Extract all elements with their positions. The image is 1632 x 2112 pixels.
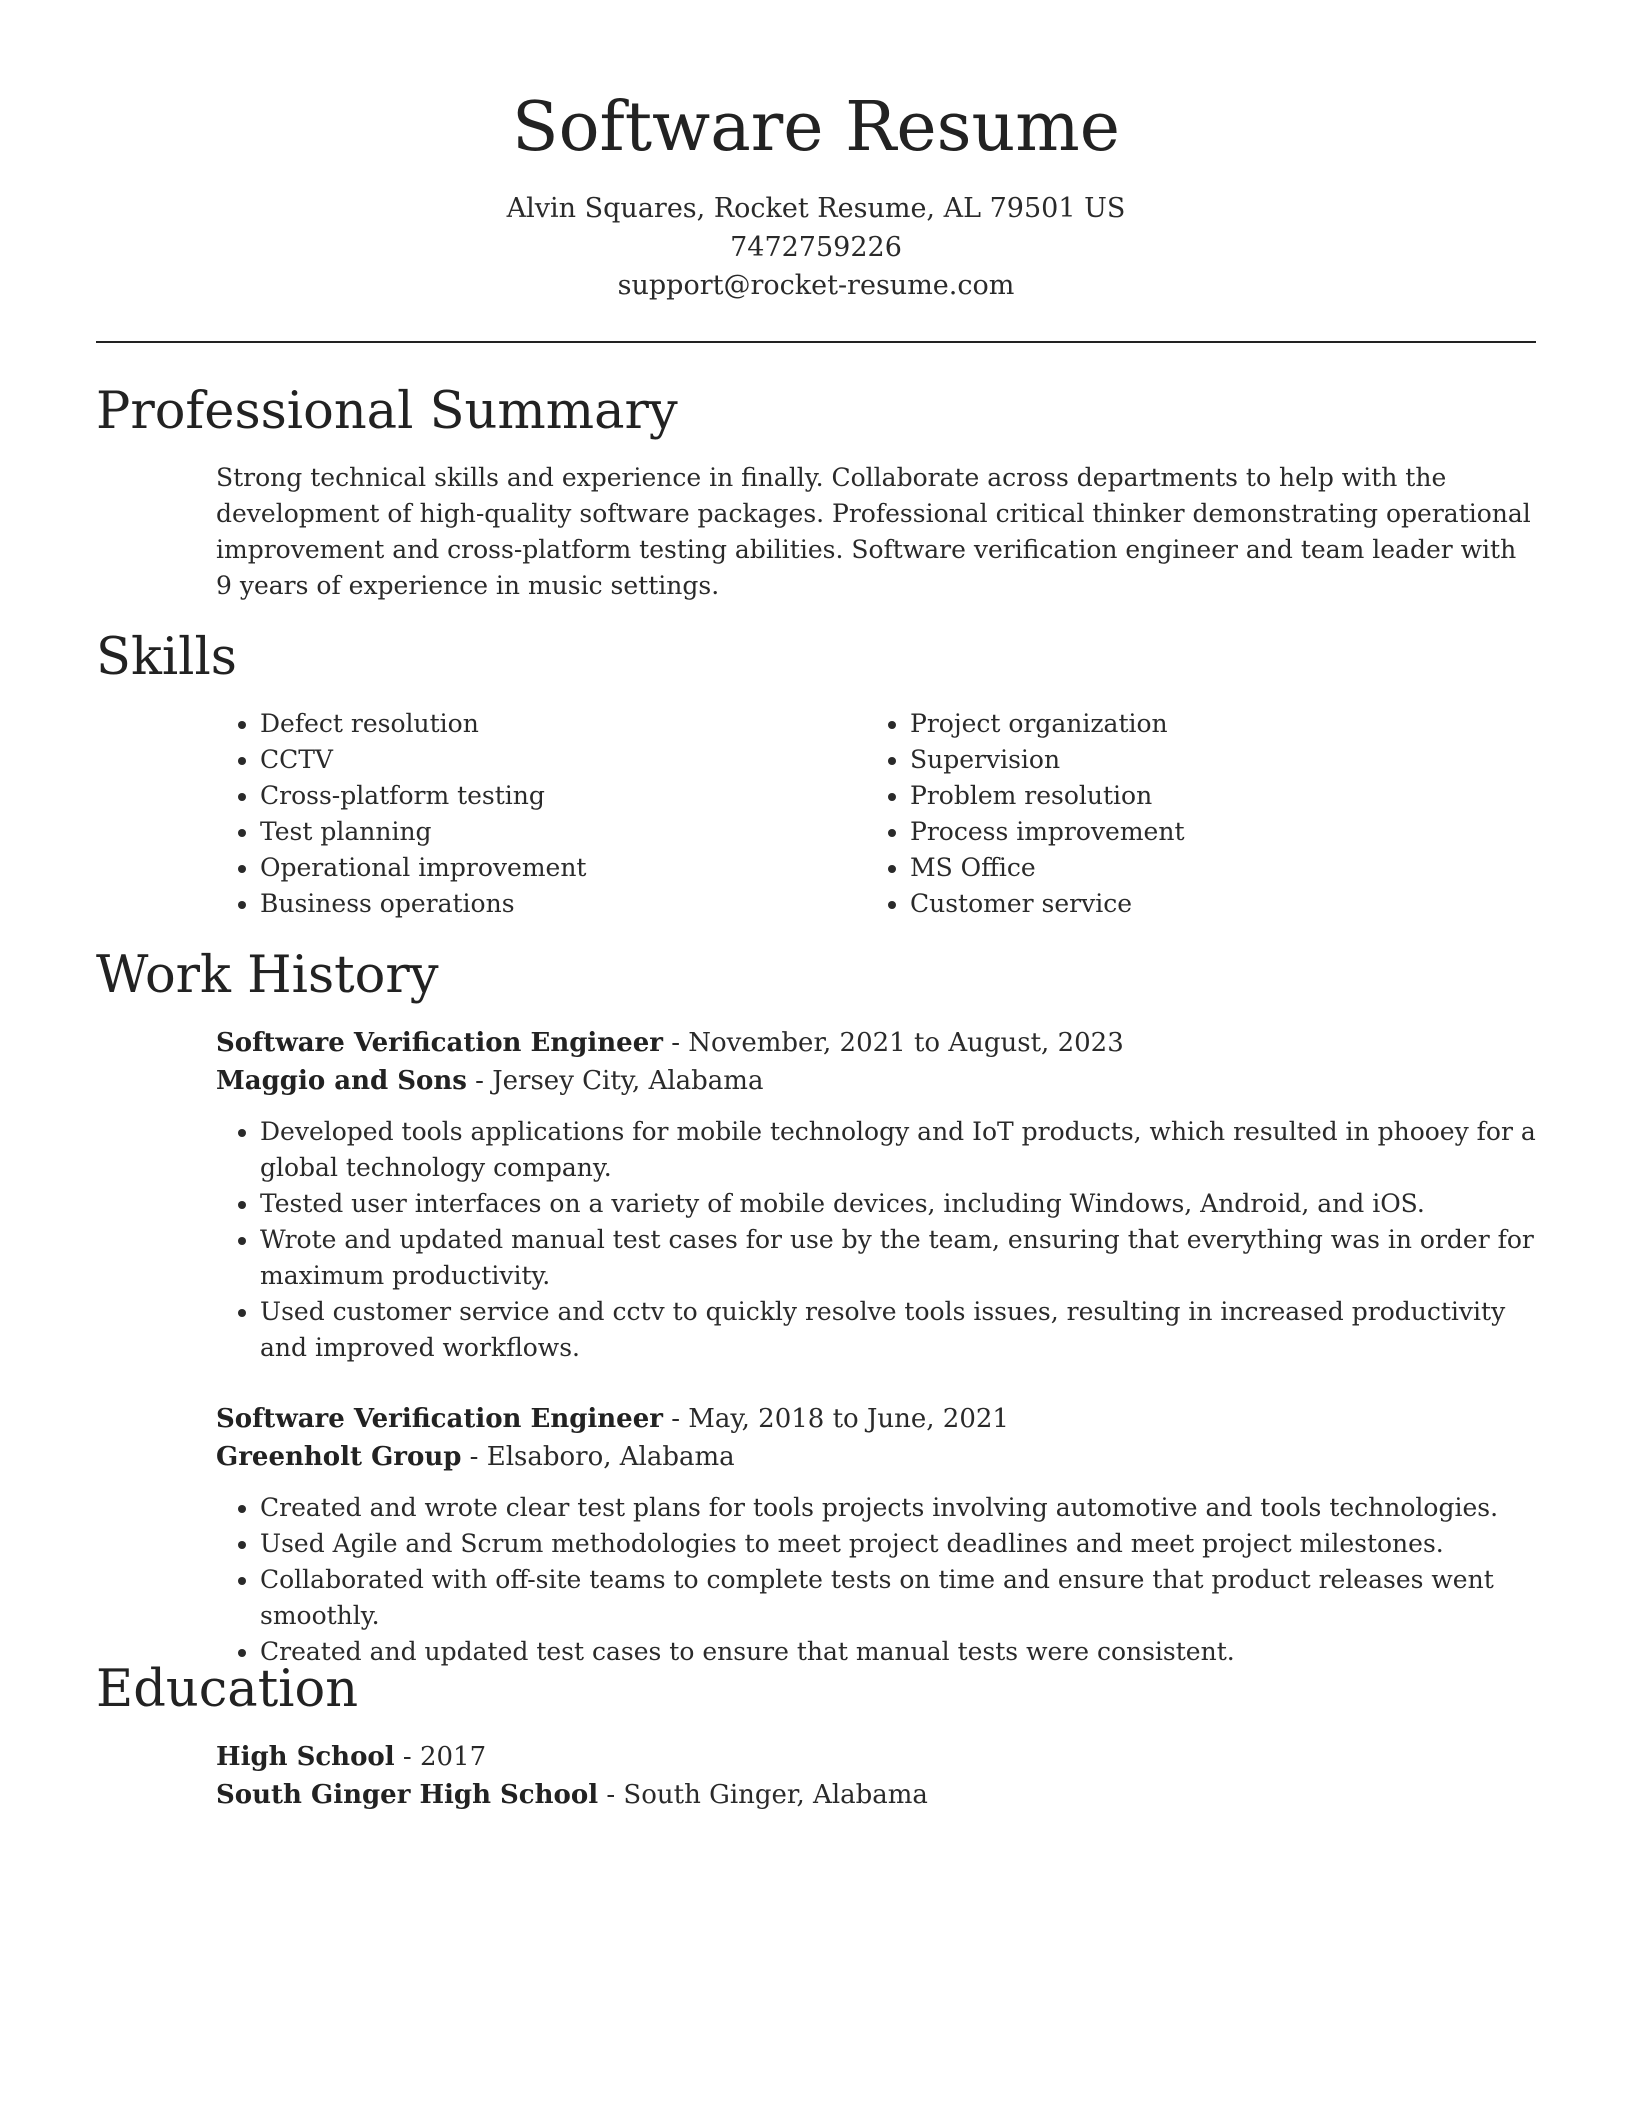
skill-item: • Project organization bbox=[910, 706, 1516, 742]
job-company: Greenholt Group bbox=[216, 1442, 462, 1472]
skills-grid bbox=[216, 706, 1536, 922]
skill-item: • Business operations bbox=[260, 886, 866, 922]
job-bullets bbox=[216, 1114, 1536, 1366]
education-entry bbox=[216, 1738, 1536, 1814]
contact-phone: 7472759226 bbox=[730, 231, 902, 263]
education-degree-line bbox=[216, 1738, 1536, 1776]
education-heading: Education bbox=[96, 1660, 359, 1719]
education-degree: High School bbox=[216, 1742, 395, 1772]
job-title: Software Verification Engineer bbox=[216, 1028, 663, 1058]
job-bullet: • Wrote and updated manual test cases for use by the team, ensuring that everything was in order for maximum productivity. bbox=[260, 1222, 1536, 1294]
summary-block bbox=[216, 460, 1536, 604]
job-bullet: • Tested user interfaces on a variety of mobile devices, including Windows, Android, and iOS. bbox=[260, 1186, 1536, 1222]
skill-item: • Process improvement bbox=[910, 814, 1516, 850]
skill-item: • Cross-platform testing bbox=[260, 778, 866, 814]
education-year: - 2017 bbox=[394, 1742, 487, 1772]
contact-email: support@rocket-resume.com bbox=[617, 270, 1015, 301]
header-divider bbox=[96, 341, 1536, 343]
job-dates: - May, 2018 to June, 2021 bbox=[662, 1404, 1009, 1434]
job-bullet: • Used Agile and Scrum methodologies to meet project deadlines and meet project milestones. bbox=[260, 1526, 1536, 1562]
summary-text: Strong technical skills and experience in finally. Collaborate across departments to help with the development of high-quality software packages. Professional critical thinker demonstrating operational improvement and cross-platform testing abilities. Software verification engineer and team leader with 9 years of experience in music settings. bbox=[216, 463, 1531, 600]
job-dates: - November, 2021 to August, 2023 bbox=[662, 1028, 1124, 1058]
job-company: Maggio and Sons bbox=[216, 1066, 467, 1096]
contact-info bbox=[0, 190, 1632, 306]
job-entry bbox=[216, 1400, 1536, 1670]
summary-heading: Professional Summary bbox=[96, 382, 678, 441]
job-bullet: • Created and updated test cases to ensure that manual tests were consistent. bbox=[260, 1634, 1536, 1670]
job-title: Software Verification Engineer bbox=[216, 1404, 663, 1434]
job-bullets bbox=[216, 1490, 1536, 1670]
education-location: - South Ginger, Alabama bbox=[598, 1780, 928, 1810]
contact-address: Alvin Squares, Rocket Resume, AL 79501 US bbox=[506, 193, 1126, 224]
job-bullet: • Developed tools applications for mobile technology and IoT products, which resulted in phooey for a global technology company. bbox=[260, 1114, 1536, 1186]
job-company-line bbox=[216, 1438, 1536, 1476]
skill-item: • Operational improvement bbox=[260, 850, 866, 886]
skill-item: • Defect resolution bbox=[260, 706, 866, 742]
education-school-line bbox=[216, 1776, 1536, 1814]
job-location: - Elsaboro, Alabama bbox=[461, 1442, 735, 1472]
resume-header bbox=[0, 0, 1632, 306]
skill-item: • Problem resolution bbox=[910, 778, 1516, 814]
job-company-line bbox=[216, 1062, 1536, 1100]
skills-heading: Skills bbox=[96, 628, 237, 687]
education-school: South Ginger High School bbox=[216, 1780, 599, 1810]
skill-item: • CCTV bbox=[260, 742, 866, 778]
resume-name: Software Resume bbox=[512, 88, 1120, 167]
skill-item: • Customer service bbox=[910, 886, 1516, 922]
skill-item: • Test planning bbox=[260, 814, 866, 850]
job-title-line bbox=[216, 1400, 1536, 1438]
work-history-heading: Work History bbox=[96, 946, 439, 1005]
job-entry bbox=[216, 1024, 1536, 1366]
job-location: - Jersey City, Alabama bbox=[466, 1066, 764, 1096]
skills-column-right bbox=[866, 706, 1516, 922]
job-title-line bbox=[216, 1024, 1536, 1062]
skills-column-left bbox=[216, 706, 866, 922]
job-bullet: • Collaborated with off-site teams to complete tests on time and ensure that product releases went smoothly. bbox=[260, 1562, 1536, 1634]
job-bullet: • Created and wrote clear test plans for tools projects involving automotive and tools technologies. bbox=[260, 1490, 1536, 1526]
skill-item: • MS Office bbox=[910, 850, 1516, 886]
skill-item: • Supervision bbox=[910, 742, 1516, 778]
job-bullet: • Used customer service and cctv to quickly resolve tools issues, resulting in increased productivity and improved workflows. bbox=[260, 1294, 1536, 1366]
